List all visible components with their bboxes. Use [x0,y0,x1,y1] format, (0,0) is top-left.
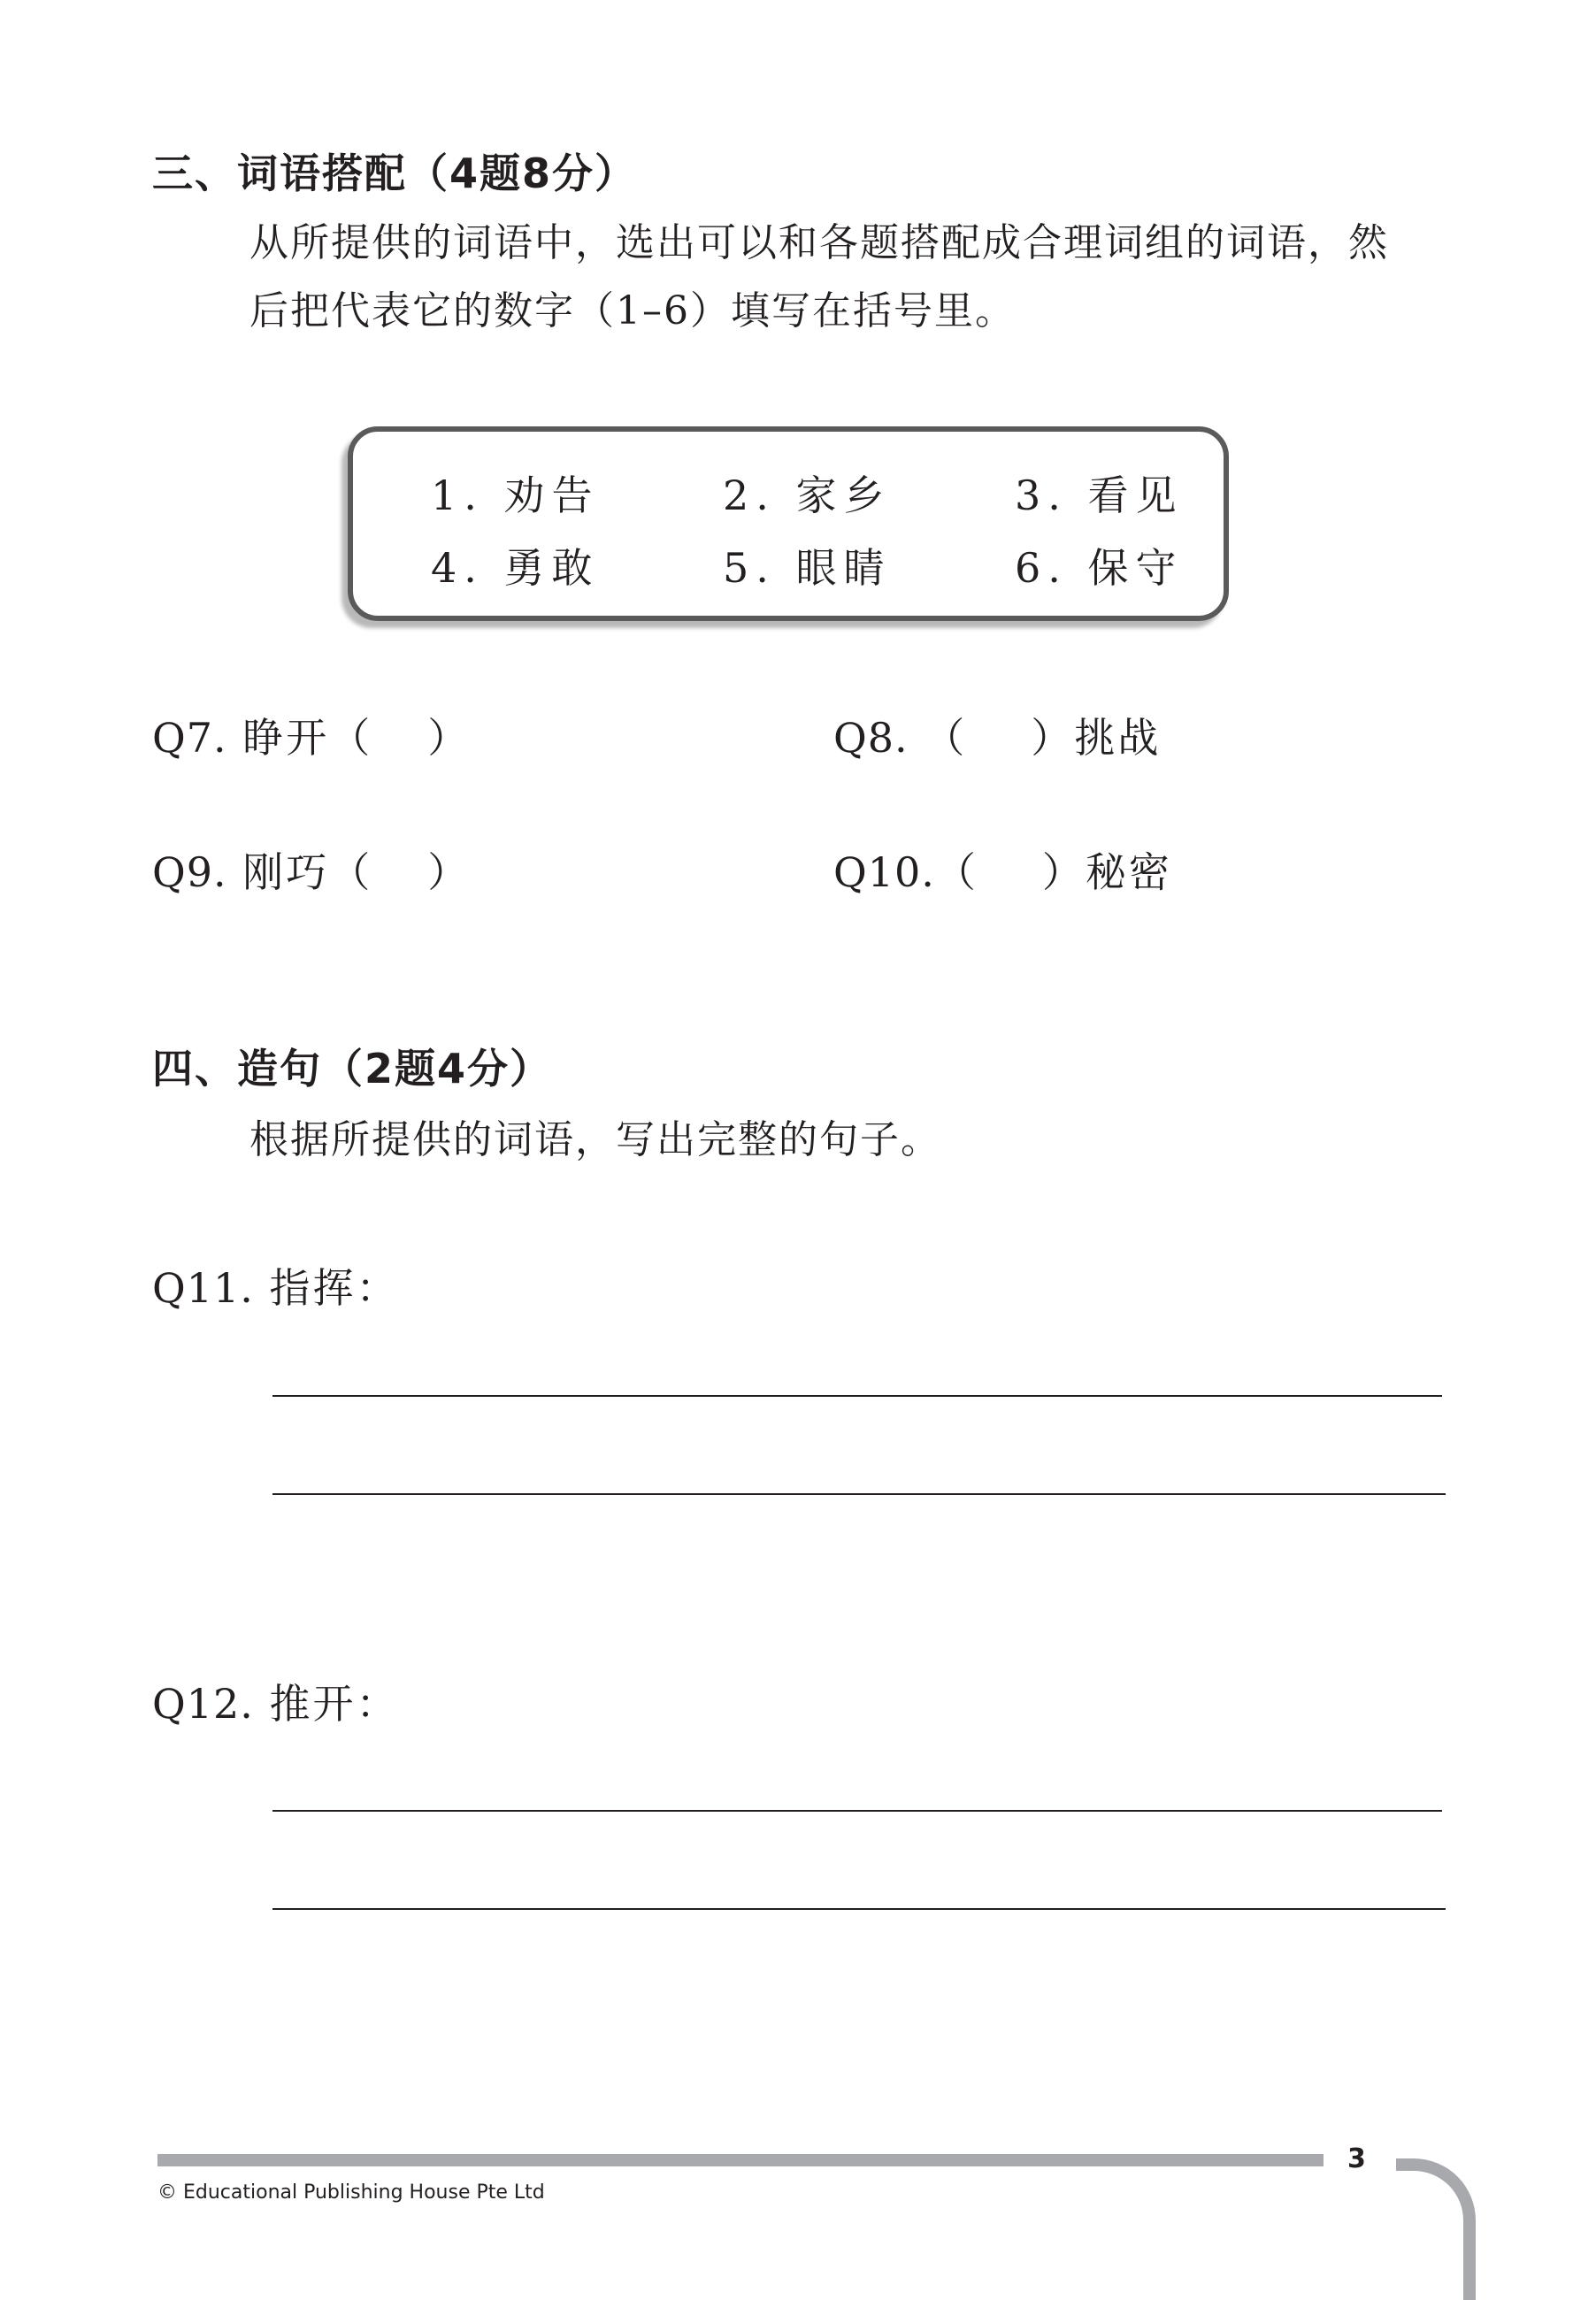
question-number: Q11. [152,1264,254,1312]
paren-open: （ [934,848,978,896]
paren-open: （ [329,848,373,896]
section-3-instruction-line-1: 从所提供的词语中，选出可以和各题搭配成合理词组的词语，然 [249,220,1389,265]
question-q8 [833,706,1161,764]
section-3-instruction-line-2: 后把代表它的数字（1–6）填写在括号里。 [249,288,1016,334]
word-bank-item: 4. 勇敢 [431,544,600,592]
answer-line[interactable] [272,1810,1442,1812]
answer-line[interactable] [272,1395,1442,1397]
section-4-instruction: 根据所提供的词语，写出完整的句子。 [249,1117,941,1162]
word-bank-item: 5. 眼睛 [723,544,892,592]
word-bank-box [348,426,1229,621]
question-number: Q12. [152,1680,254,1728]
answer-line[interactable] [272,1908,1446,1910]
question-word: 睁开 [242,714,330,762]
word-bank-item: 6. 保守 [1015,544,1184,592]
question-word: 指挥： [269,1264,400,1312]
question-number: Q9. [152,848,227,896]
paren-close: ） [1031,714,1075,762]
section-4-title: 四、造句（2题4分） [152,1045,553,1092]
question-word: 推开： [269,1680,400,1728]
question-number: Q7. [152,714,227,762]
answer-line[interactable] [272,1493,1446,1495]
question-q12 [152,1672,400,1730]
footer-bar [157,2154,1324,2166]
question-q11 [152,1256,400,1315]
question-number: Q8. [833,714,909,762]
question-q7 [152,706,471,764]
question-q9 [152,840,471,899]
paren-open: （ [329,714,373,762]
question-word: 刚巧 [242,848,330,896]
answer-blank[interactable] [935,840,1086,899]
question-q10 [833,840,1172,899]
word-bank-item: 2. 家乡 [723,472,892,519]
paren-open: （ [924,714,968,762]
answer-blank[interactable] [924,706,1074,764]
question-word: 挑战 [1074,714,1162,762]
paren-close: ） [427,714,472,762]
page-number: 3 [1347,2143,1366,2174]
question-number: Q10. [833,848,935,896]
copyright-notice: © Educational Publishing House Pte Ltd [157,2181,545,2204]
answer-blank[interactable] [329,840,471,899]
question-word: 秘密 [1085,848,1172,896]
answer-blank[interactable] [329,706,471,764]
word-bank-item: 3. 看见 [1015,472,1184,519]
word-bank-item: 1. 劝告 [431,472,600,519]
section-3-title: 三、词语搭配（4题8分） [152,150,638,197]
paren-close: ） [427,848,472,896]
paren-close: ） [1041,848,1086,896]
page-corner-decoration [1396,2158,1476,2300]
